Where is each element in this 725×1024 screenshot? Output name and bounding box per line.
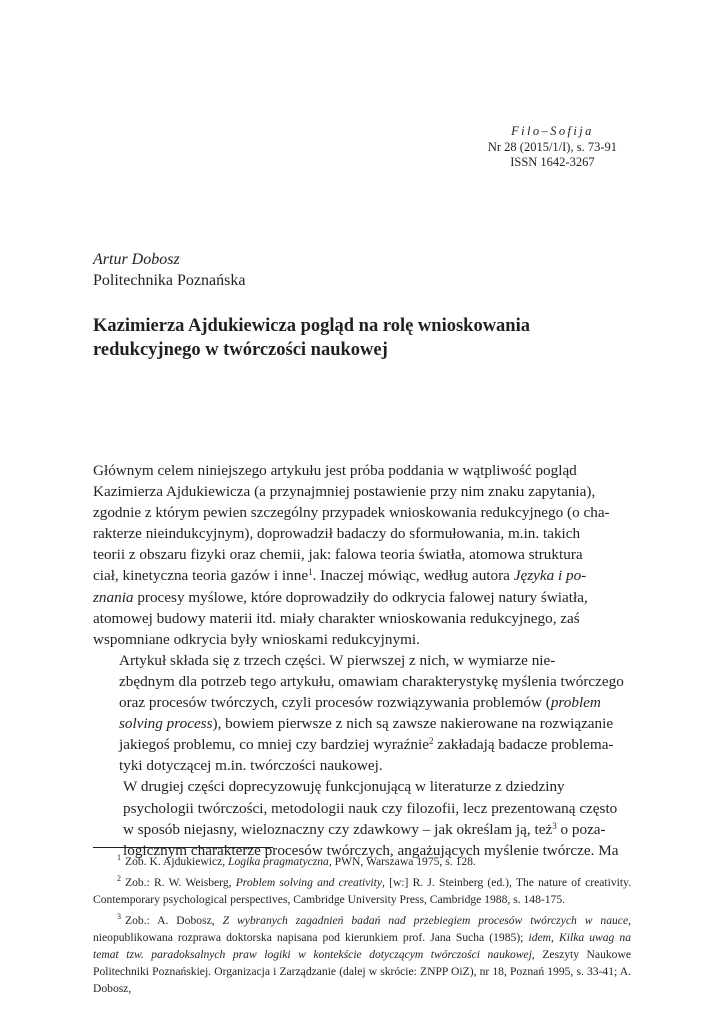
text-line: logicznym charakterze procesów twórczych, angażujących myślenie twórcze. Ma: [123, 841, 619, 859]
footnote-1: [93, 853, 631, 870]
author-block: [93, 249, 245, 291]
text-line: zbędnym dla potrzeb tego artykułu, omawiam charakterystykę myślenia twórczego: [119, 672, 624, 690]
term-italic: idem: [528, 931, 552, 944]
text-segment: zakładają badacze problema-: [433, 736, 614, 754]
text-line: [93, 713, 631, 734]
paragraph-3: [93, 776, 631, 860]
footnote-ref-3[interactable]: 3: [552, 820, 557, 831]
text-line: psychologii twórczości, metodologii nauk czy filozofii, lecz prezentowaną często: [123, 799, 618, 817]
book-title: Kilka uwag na temat tzw. paradoksalnych praw logiki w kontekście dotyczącym twórczości naukowej: [93, 931, 632, 961]
author-name: Artur Dobosz: [93, 251, 180, 268]
book-title: znania: [93, 588, 134, 606]
text-segment: ), bowiem pierwsze z nich są zawsze nakierowane na rozwiązanie: [212, 715, 614, 733]
title-line: Kazimierza Ajdukiewicza pogląd na rolę wnioskowania: [93, 316, 530, 336]
text-segment: procesy myślowe, które doprowadziły do odkrycia falowej natury światła,: [133, 588, 588, 606]
text-segment: Zob. K. Ajdukiewicz,: [125, 855, 229, 868]
journal-name: Filo–Sofija: [511, 124, 594, 138]
text-line: Kazimierza Ajdukiewicza (a przynajmniej postawienie przy nim znaku zapytania),: [93, 483, 596, 501]
text-segment: . Inaczej mówiąc, według autora: [312, 567, 514, 585]
author-affiliation: Politechnika Poznańska: [93, 272, 246, 289]
journal-header: [488, 124, 617, 171]
footnote-divider: [93, 847, 273, 848]
text-line: atomowej budowy materii itd. miały charakter wnioskowania redukcyjnego, zaś: [93, 609, 580, 627]
text-segment: , PWN, Warszawa 1975, s. 128.: [328, 855, 476, 868]
text-line: [93, 692, 631, 713]
issue-info: Nr 28 (2015/1/I), s. 73-91: [487, 139, 617, 154]
text-line: rakterze nieindukcyjnym), doprowadził badaczy do sformułowania, m.in. takich: [93, 525, 581, 543]
footnote-ref-1[interactable]: 1: [308, 567, 313, 578]
book-title: Problem solving and creativity: [235, 876, 383, 889]
text-segment: , Zeszyty Naukowe Politechniki Poznańskiej. Organizacja i Zarządzanie (dalej w skrócie: ZNPP OiZ), nr 18, Poznań 1995, s. 33-41; A. Dobosz,: [93, 948, 631, 995]
text-line: [93, 587, 631, 608]
footnote-number: 3: [117, 912, 121, 921]
text-segment: jakiegoś problemu, co mniej czy bardziej wyraźnie: [119, 736, 429, 754]
term-italic: solving process: [119, 715, 213, 733]
term-italic: problem: [550, 694, 601, 712]
text-line: Głównym celem niniejszego artykułu jest próba poddania w wątpliwość pogląd: [93, 462, 577, 479]
footnote-number: 2: [117, 874, 121, 883]
text-line: [93, 734, 631, 755]
text-segment: Zob.: R. W. Weisberg,: [125, 876, 236, 889]
book-title: Logika pragmatyczna: [228, 855, 329, 868]
article-title: [93, 314, 633, 362]
text-segment: Artykuł składa się z trzech części. W pierwszej z nich, w wymiarze nie-: [119, 651, 556, 669]
text-segment: W drugiej części doprecyzowuję funkcjonującą w literaturze z dziedziny: [123, 778, 565, 796]
text-line: teorii z obszaru fizyki oraz chemii, jak: falowa teoria światła, atomowa struktura: [93, 546, 583, 564]
footnote-ref-2[interactable]: 2: [428, 736, 434, 747]
book-title: Języka i po-: [513, 567, 587, 585]
article-body: [93, 460, 631, 861]
footnotes: [93, 853, 631, 1001]
text-segment: , [w:] R. J. Steinberg (ed.), The nature of creativity. Contemporary psychological perspectives, Cambridge University Press, Cambridge 1988, s. 148-175.: [93, 876, 632, 906]
issn: ISSN 1642-3267: [510, 155, 595, 169]
paragraph-1: [93, 460, 631, 650]
text-line: wspomniane odkrycia były wnioskami redukcyjnymi.: [93, 630, 420, 648]
footnote-number: 1: [117, 853, 121, 862]
text-line: zgodnie z którym pewien szczególny przypadek wnioskowania redukcyjnego (o cha-: [93, 504, 610, 522]
text-segment: Zob.: A. Dobosz,: [125, 914, 223, 927]
text-line: [93, 819, 631, 840]
text-segment: oraz procesów twórczych, czyli procesów rozwiązywania problemów (: [119, 694, 551, 712]
paragraph-2: [93, 650, 631, 777]
text-segment: , nieopublikowana rozprawa doktorska napisana pod kierunkiem prof. Jana Sucha (1985);: [93, 914, 631, 944]
book-title: Z wybranych zagadnień badań nad przebiegiem procesów twórczych w nauce: [222, 914, 629, 927]
text-line: [93, 565, 631, 586]
text-line: tyki dotyczącej m.in. twórczości naukowej.: [119, 757, 383, 775]
title-line: redukcyjnego w twórczości naukowej: [93, 340, 388, 360]
text-segment: w sposób niejasny, wieloznaczny czy zdawkowy – jak określam ją, też: [123, 820, 553, 838]
text-segment: o poza-: [556, 820, 606, 838]
footnote-2: [93, 874, 631, 908]
text-segment: ciał, kinetyczna teoria gazów i inne: [93, 567, 309, 585]
text-segment: ,: [551, 931, 560, 944]
footnote-3: [93, 912, 631, 997]
